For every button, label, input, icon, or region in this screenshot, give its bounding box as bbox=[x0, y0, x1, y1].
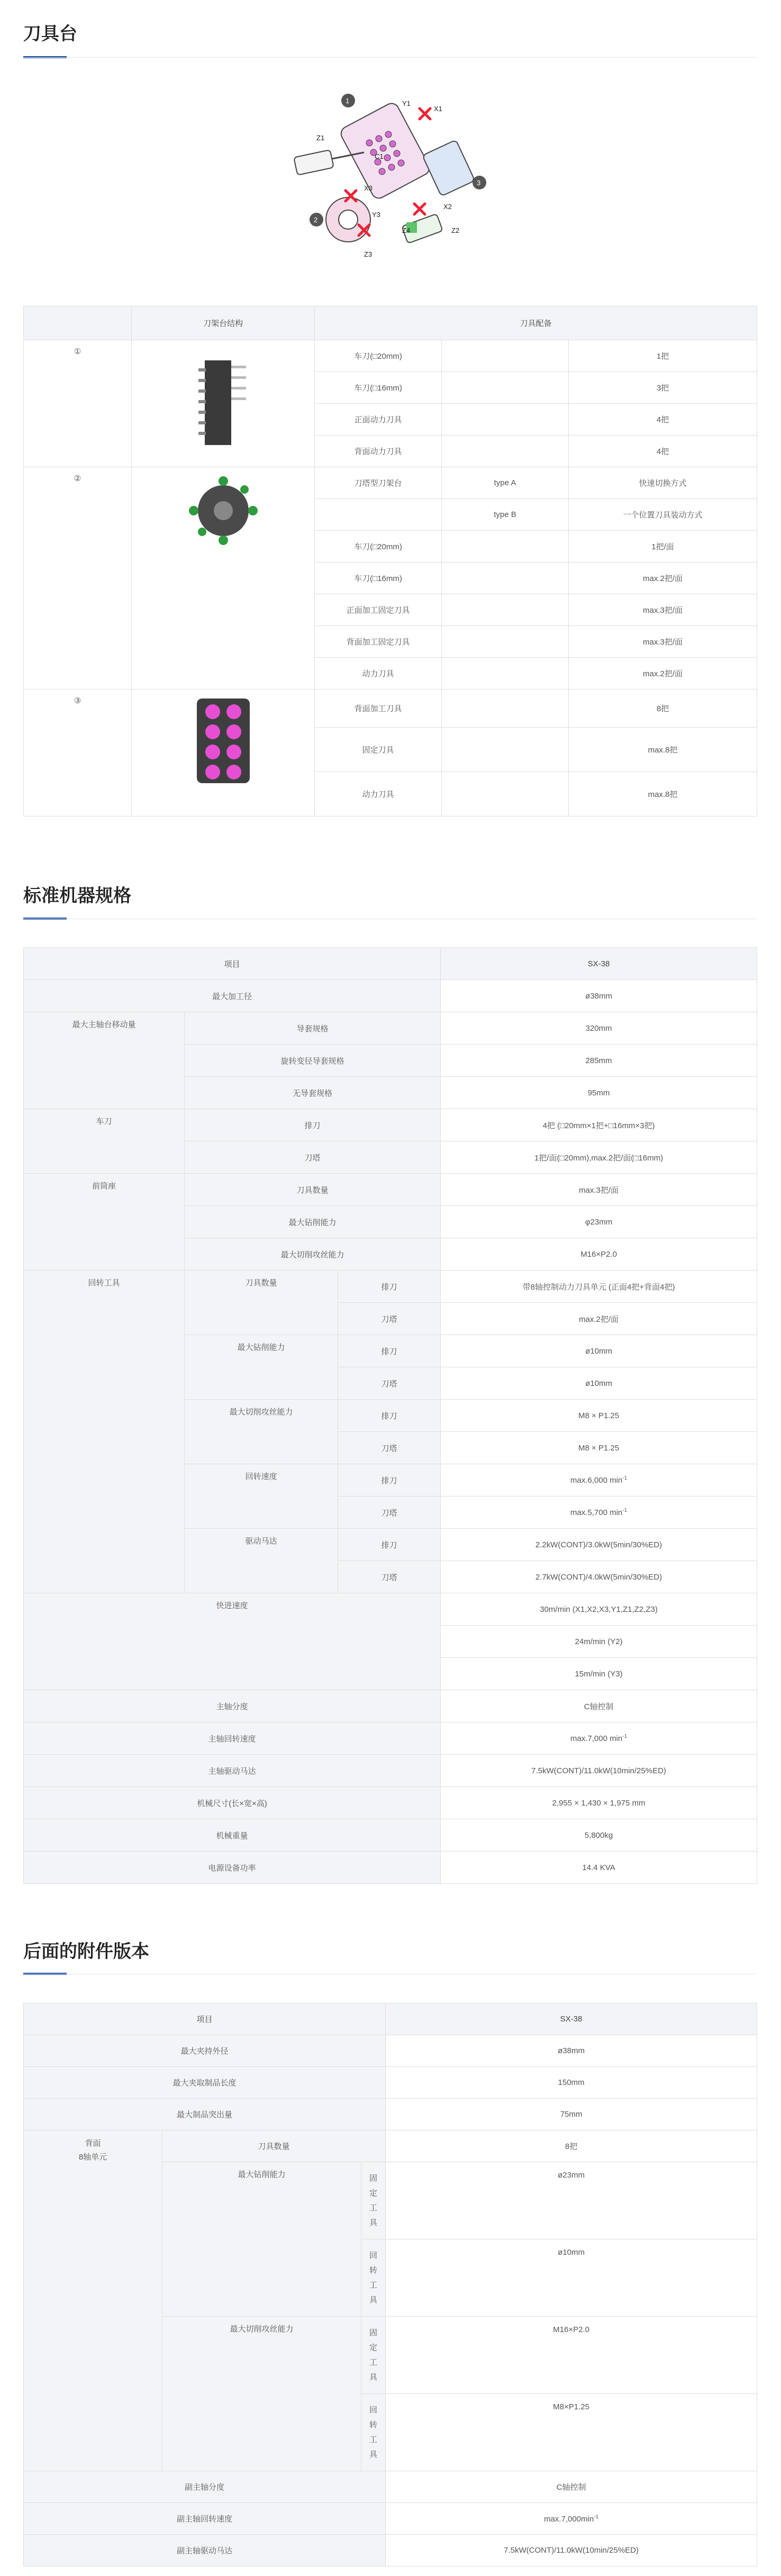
back-value: ø23mm bbox=[386, 2162, 757, 2239]
spec-value: 320mm bbox=[441, 1012, 757, 1045]
spec-value: ø10mm bbox=[441, 1335, 757, 1367]
spec-value: 14.4 KVA bbox=[441, 1852, 757, 1884]
back-label: 最大制品突出量 bbox=[24, 2099, 386, 2130]
spec-value: 1把/面(□20mm),max.2把/面(□16mm) bbox=[441, 1141, 757, 1174]
turret-cell: 固定刀具 bbox=[315, 728, 442, 772]
back-value: 8把 bbox=[386, 2130, 757, 2162]
turret-table bbox=[23, 306, 757, 817]
turret-cell: 快速切换方式 bbox=[569, 467, 757, 499]
th-model: SX-38 bbox=[386, 2003, 757, 2035]
spec-label: 导套规格 bbox=[185, 1012, 441, 1045]
turret-cell: 背面加工刀具 bbox=[315, 690, 442, 728]
turret-cell bbox=[442, 563, 569, 594]
spec-value: C轴控制 bbox=[441, 1690, 757, 1722]
turret-wheel-icon bbox=[186, 474, 260, 548]
spec-sub-label: 最大切削攻丝能力 bbox=[185, 1400, 338, 1464]
spec-label: 主轴回转速度 bbox=[24, 1722, 441, 1755]
spec-value: 15m/min (Y3) bbox=[441, 1658, 757, 1690]
turret-cell: max.8把 bbox=[569, 728, 757, 772]
turret-cell bbox=[315, 499, 442, 531]
spec-value: 7.5kW(CONT)/11.0kW(10min/25%ED) bbox=[441, 1755, 757, 1787]
turret-cell: 车刀(□16mm) bbox=[315, 372, 442, 404]
superscript: -1 bbox=[622, 1508, 628, 1513]
turret-cell: 4把 bbox=[569, 404, 757, 436]
back-vertical-label: 固定工具 bbox=[369, 2173, 378, 2227]
back-vertical-label: 固定工具 bbox=[369, 2328, 378, 2382]
spec-label: 刀塔 bbox=[338, 1432, 441, 1464]
back-value: 75mm bbox=[386, 2099, 757, 2130]
back-tool-block bbox=[422, 140, 475, 196]
spec-label: 机械尺寸(长×宽×高) bbox=[24, 1787, 441, 1819]
gang-tool-icon bbox=[194, 358, 252, 448]
back-value bbox=[386, 2503, 757, 2535]
back-value: M16×P2.0 bbox=[386, 2317, 757, 2394]
turret-diagram bbox=[285, 90, 496, 265]
spec-value: 4把 (□20mm×1把+□16mm×3把) bbox=[441, 1109, 757, 1141]
th-item: 项目 bbox=[24, 2003, 386, 2035]
spec-label: 排刀 bbox=[338, 1464, 441, 1496]
spec-label: 刀塔 bbox=[185, 1141, 441, 1174]
spec-value: max.2把/面 bbox=[441, 1303, 757, 1335]
spec-label: 排刀 bbox=[338, 1335, 441, 1367]
spec-label: 机械重量 bbox=[24, 1819, 441, 1852]
turret-cell bbox=[442, 404, 569, 436]
spec-value: ø38mm bbox=[441, 980, 757, 1012]
diagram-label-1: 1 bbox=[346, 97, 350, 105]
back-label: 副主轴回转速度 bbox=[24, 2503, 386, 2535]
section-title-spec: 标准机器规格 bbox=[23, 886, 131, 906]
th-tooling: 刀具配备 bbox=[315, 306, 757, 340]
spec-value: 带8轴控制动力刀具单元 (正面4把+背面4把) bbox=[441, 1271, 757, 1303]
turret-cell: 正面动力刀具 bbox=[315, 404, 442, 436]
turret-cell: type A bbox=[442, 467, 569, 499]
spec-sub-label: 刀具数量 bbox=[185, 1271, 338, 1335]
turret-cell bbox=[442, 594, 569, 626]
spec-label: 刀塔 bbox=[338, 1496, 441, 1529]
diagram-label-y3: Y3 bbox=[372, 211, 380, 219]
diagram-label-3: 3 bbox=[477, 179, 481, 187]
spec-label: 主轴分度 bbox=[24, 1690, 441, 1722]
turret-cell: max.8把 bbox=[569, 772, 757, 817]
superscript: -1 bbox=[594, 2514, 599, 2520]
spec-label: 电源设备功率 bbox=[24, 1852, 441, 1884]
turret-cell: 背面加工固定刀具 bbox=[315, 626, 442, 658]
spec-label: 排刀 bbox=[185, 1109, 441, 1141]
turret-cell: 8把 bbox=[569, 690, 757, 728]
diagram-label-y1: Y1 bbox=[402, 99, 411, 107]
diagram-label-x1: X1 bbox=[434, 105, 442, 113]
spec-value: 24m/min (Y2) bbox=[441, 1626, 757, 1658]
back-value: C轴控制 bbox=[386, 2471, 757, 2503]
spec-label: 排刀 bbox=[338, 1529, 441, 1561]
spec-label: 刀塔 bbox=[338, 1367, 441, 1400]
diagram-label-z2: Z2 bbox=[451, 226, 460, 234]
turret-cell bbox=[442, 772, 569, 817]
turret-cell: 背面动力刀具 bbox=[315, 436, 442, 467]
spec-label: 最大切削攻丝能力 bbox=[185, 1238, 441, 1271]
spec-value: M8 × P1.25 bbox=[441, 1432, 757, 1464]
spec-value-text: max.7,000 min bbox=[570, 1734, 623, 1743]
spec-value-text: max.6,000 min bbox=[570, 1476, 623, 1485]
back-tool-image bbox=[132, 690, 315, 817]
spec-value: φ23mm bbox=[441, 1206, 757, 1238]
turret-no-3: ③ bbox=[24, 690, 132, 817]
th-structure: 刀架台结构 bbox=[132, 306, 315, 340]
back-label: 最大夹持外径 bbox=[24, 2035, 386, 2067]
back-value: 150mm bbox=[386, 2067, 757, 2099]
turret-cell: 1把 bbox=[569, 340, 757, 372]
back-vertical-label: 回转工具 bbox=[369, 2405, 378, 2459]
spec-value: max.3把/面 bbox=[441, 1174, 757, 1206]
turret-cell: 3把 bbox=[569, 372, 757, 404]
back-sub-label: 最大切削攻丝能力 bbox=[162, 2317, 361, 2471]
diagram-label-z4: Z4 bbox=[402, 226, 411, 234]
spec-value: 2.7kW(CONT)/4.0kW(5min/30%ED) bbox=[441, 1561, 757, 1593]
back-sub-label: 最大钻削能力 bbox=[162, 2162, 361, 2317]
spec-label: 排刀 bbox=[338, 1271, 441, 1303]
spec-sub-label: 最大钻削能力 bbox=[185, 1335, 338, 1400]
spec-value-text: max.5,700 min bbox=[570, 1508, 623, 1517]
turret-cell: max.3把/面 bbox=[569, 594, 757, 626]
back-label: 副主轴分度 bbox=[24, 2471, 386, 2503]
turret-cell: 动力刀具 bbox=[315, 658, 442, 690]
diagram-label-x2: X2 bbox=[443, 203, 452, 211]
turret-cell bbox=[442, 728, 569, 772]
turret-cell bbox=[442, 690, 569, 728]
back-value: M8×P1.25 bbox=[386, 2394, 757, 2471]
gang-tool-block bbox=[339, 101, 432, 201]
back-unit-label: 背面 8轴单元 bbox=[24, 2130, 162, 2471]
spec-value: M8 × P1.25 bbox=[441, 1400, 757, 1432]
turret-cell: 车刀(□16mm) bbox=[315, 563, 442, 594]
turret-cell: 车刀(□20mm) bbox=[315, 340, 442, 372]
section-title-back: 后面的附件版本 bbox=[23, 1942, 149, 1962]
spec-value bbox=[441, 1496, 757, 1529]
turret-cell: max.2把/面 bbox=[569, 658, 757, 690]
spec-value: 5,800kg bbox=[441, 1819, 757, 1852]
spec-label: 旋转变径导套规格 bbox=[185, 1045, 441, 1077]
turret-cell bbox=[442, 626, 569, 658]
turret-no-2: ② bbox=[24, 467, 132, 690]
turret-cell: max.3把/面 bbox=[569, 626, 757, 658]
back-value: ø38mm bbox=[386, 2035, 757, 2067]
spec-value: 30m/min (X1,X2,X3,Y1,Z1,Z2,Z3) bbox=[441, 1593, 757, 1626]
back-tool-icon bbox=[194, 696, 252, 786]
spec-value: M16×P2.0 bbox=[441, 1238, 757, 1271]
turret-cell: 一个位置刀具装动方式 bbox=[569, 499, 757, 531]
spec-value: 95mm bbox=[441, 1077, 757, 1109]
spec-label: 最大钻削能力 bbox=[185, 1206, 441, 1238]
spec-label: 最大加工径 bbox=[24, 980, 441, 1012]
turret-wheel-image bbox=[132, 467, 315, 690]
turret-cell bbox=[442, 372, 569, 404]
back-vertical-label: 回转工具 bbox=[369, 2251, 378, 2305]
th-item: 项目 bbox=[24, 948, 441, 980]
diagram-label-c1: C1 bbox=[375, 152, 384, 160]
turret-cell: 1把/面 bbox=[569, 531, 757, 563]
turret-cell: 动力刀具 bbox=[315, 772, 442, 817]
back-label: 最大夹取制品长度 bbox=[24, 2067, 386, 2099]
superscript: -1 bbox=[622, 1475, 628, 1481]
section-title-turret: 刀具台 bbox=[23, 24, 77, 44]
turret-cell bbox=[442, 436, 569, 467]
back-value: 7.5kW(CONT)/11.0kW(10min/25%ED) bbox=[386, 2535, 757, 2566]
spec-value bbox=[441, 1464, 757, 1496]
spec-value: 2.2kW(CONT)/3.0kW(5min/30%ED) bbox=[441, 1529, 757, 1561]
superscript: -1 bbox=[622, 1734, 628, 1739]
section-divider bbox=[23, 57, 757, 58]
turret-cell: 4把 bbox=[569, 436, 757, 467]
spec-sub-label: 回转速度 bbox=[185, 1464, 338, 1529]
spec-label: 排刀 bbox=[338, 1400, 441, 1432]
spec-label: 刀塔 bbox=[338, 1303, 441, 1335]
diagram-label-z3: Z3 bbox=[364, 250, 373, 258]
spec-table bbox=[23, 947, 757, 1884]
turret-cell: 车刀(□20mm) bbox=[315, 531, 442, 563]
turret-wheel bbox=[326, 197, 370, 242]
spec-group-label: 前筒座 bbox=[24, 1174, 185, 1271]
turret-cell bbox=[442, 340, 569, 372]
spec-value: ø10mm bbox=[441, 1367, 757, 1400]
spec-label: 刀具数量 bbox=[185, 1174, 441, 1206]
spec-label: 快进速度 bbox=[24, 1593, 441, 1690]
gang-tool-image bbox=[132, 340, 315, 467]
th-model: SX-38 bbox=[441, 948, 757, 980]
spec-group-label: 最大主轴台移动量 bbox=[24, 1012, 185, 1109]
back-table bbox=[23, 2003, 757, 2566]
spec-label: 无导套规格 bbox=[185, 1077, 441, 1109]
spec-value: 2,955 × 1,430 × 1,975 mm bbox=[441, 1787, 757, 1819]
turret-no-1: ① bbox=[24, 340, 132, 467]
back-value-text: max.7,000min bbox=[543, 2514, 594, 2524]
back-value: ø10mm bbox=[386, 2239, 757, 2317]
turret-cell: 正面加工固定刀具 bbox=[315, 594, 442, 626]
spec-value bbox=[441, 1722, 757, 1755]
spec-group-label: 车刀 bbox=[24, 1109, 185, 1174]
spec-sub-label: 驱动马达 bbox=[185, 1529, 338, 1593]
turret-cell: type B bbox=[442, 499, 569, 531]
diagram-label-2: 2 bbox=[314, 216, 318, 224]
turret-cell bbox=[442, 531, 569, 563]
spec-group-label: 回转工具 bbox=[24, 1271, 185, 1593]
spec-value: 285mm bbox=[441, 1045, 757, 1077]
back-label: 副主轴驱动马达 bbox=[24, 2535, 386, 2566]
back-label: 刀具数量 bbox=[162, 2130, 386, 2162]
turret-cell: 刀塔型刀架台 bbox=[315, 467, 442, 499]
diagram-label-x3: X3 bbox=[364, 184, 373, 192]
spec-label: 刀塔 bbox=[338, 1561, 441, 1593]
diagram-label-z1: Z1 bbox=[316, 134, 325, 142]
turret-cell bbox=[442, 658, 569, 690]
spec-label: 主轴驱动马达 bbox=[24, 1755, 441, 1787]
turret-cell: max.2把/面 bbox=[569, 563, 757, 594]
